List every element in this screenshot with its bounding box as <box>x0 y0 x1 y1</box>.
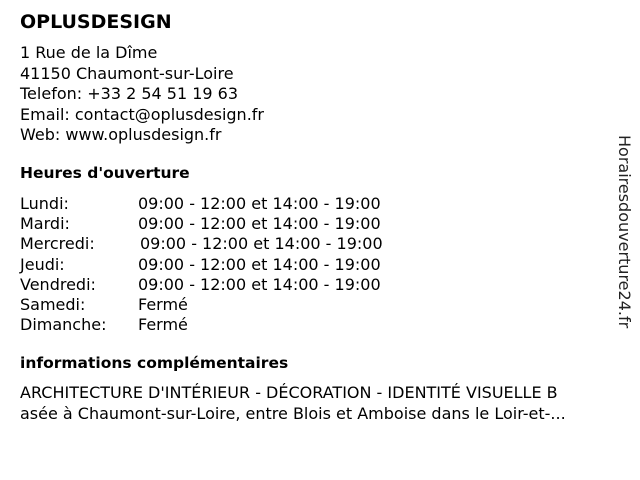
hours-heading: Heures d'ouverture <box>20 164 190 182</box>
hours-value: 09:00 - 12:00 et 14:00 - 19:00 <box>138 194 381 213</box>
hours-day: Mardi: <box>20 214 70 234</box>
hours-value: 09:00 - 12:00 et 14:00 - 19:00 <box>138 274 381 294</box>
address-line-city: 41150 Chaumont-sur-Loire <box>20 63 234 83</box>
hours-row-saturday <box>20 295 383 315</box>
hours-day: Dimanche: <box>20 315 107 335</box>
hours-day: Mercredi: <box>20 234 95 254</box>
hours-row-tuesday <box>20 214 383 234</box>
business-contact <box>20 43 264 146</box>
info-line: ARCHITECTURE D'INTÉRIEUR - DÉCORATION - IDENTITÉ VISUELLE B <box>20 383 558 402</box>
info-heading: informations complémentaires <box>20 354 289 372</box>
web-line: Web: www.oplusdesign.fr <box>20 125 222 144</box>
hours-value: Fermé <box>138 315 188 335</box>
hours-day: Samedi: <box>20 295 86 315</box>
hours-day: Lundi: <box>20 194 69 213</box>
hours-value: 09:00 - 12:00 et 14:00 - 19:00 <box>138 254 381 274</box>
phone-line: Telefon: +33 2 54 51 19 63 <box>20 84 239 103</box>
hours-day: Vendredi: <box>20 274 96 294</box>
hours-value: 09:00 - 12:00 et 14:00 - 19:00 <box>138 214 381 234</box>
hours-table <box>20 194 383 335</box>
hours-value: Fermé <box>138 295 188 315</box>
hours-row-thursday <box>20 255 383 275</box>
hours-value: 09:00 - 12:00 et 14:00 - 19:00 <box>140 234 383 254</box>
hours-row-wednesday <box>20 234 383 254</box>
business-name: OPLUSDESIGN <box>20 11 172 33</box>
address-line-street: 1 Rue de la Dîme <box>20 43 158 62</box>
site-watermark: Horairesdouverture24.fr <box>615 135 634 329</box>
hours-day: Jeudi: <box>20 254 65 274</box>
hours-row-sunday <box>20 315 383 335</box>
info-description <box>20 383 632 424</box>
email-line: Email: contact@oplusdesign.fr <box>20 104 264 124</box>
hours-row-friday <box>20 275 383 295</box>
hours-row-monday <box>20 194 383 214</box>
info-line: asée à Chaumont-sur-Loire, entre Blois et Amboise dans le Loir-et-... <box>20 403 566 423</box>
